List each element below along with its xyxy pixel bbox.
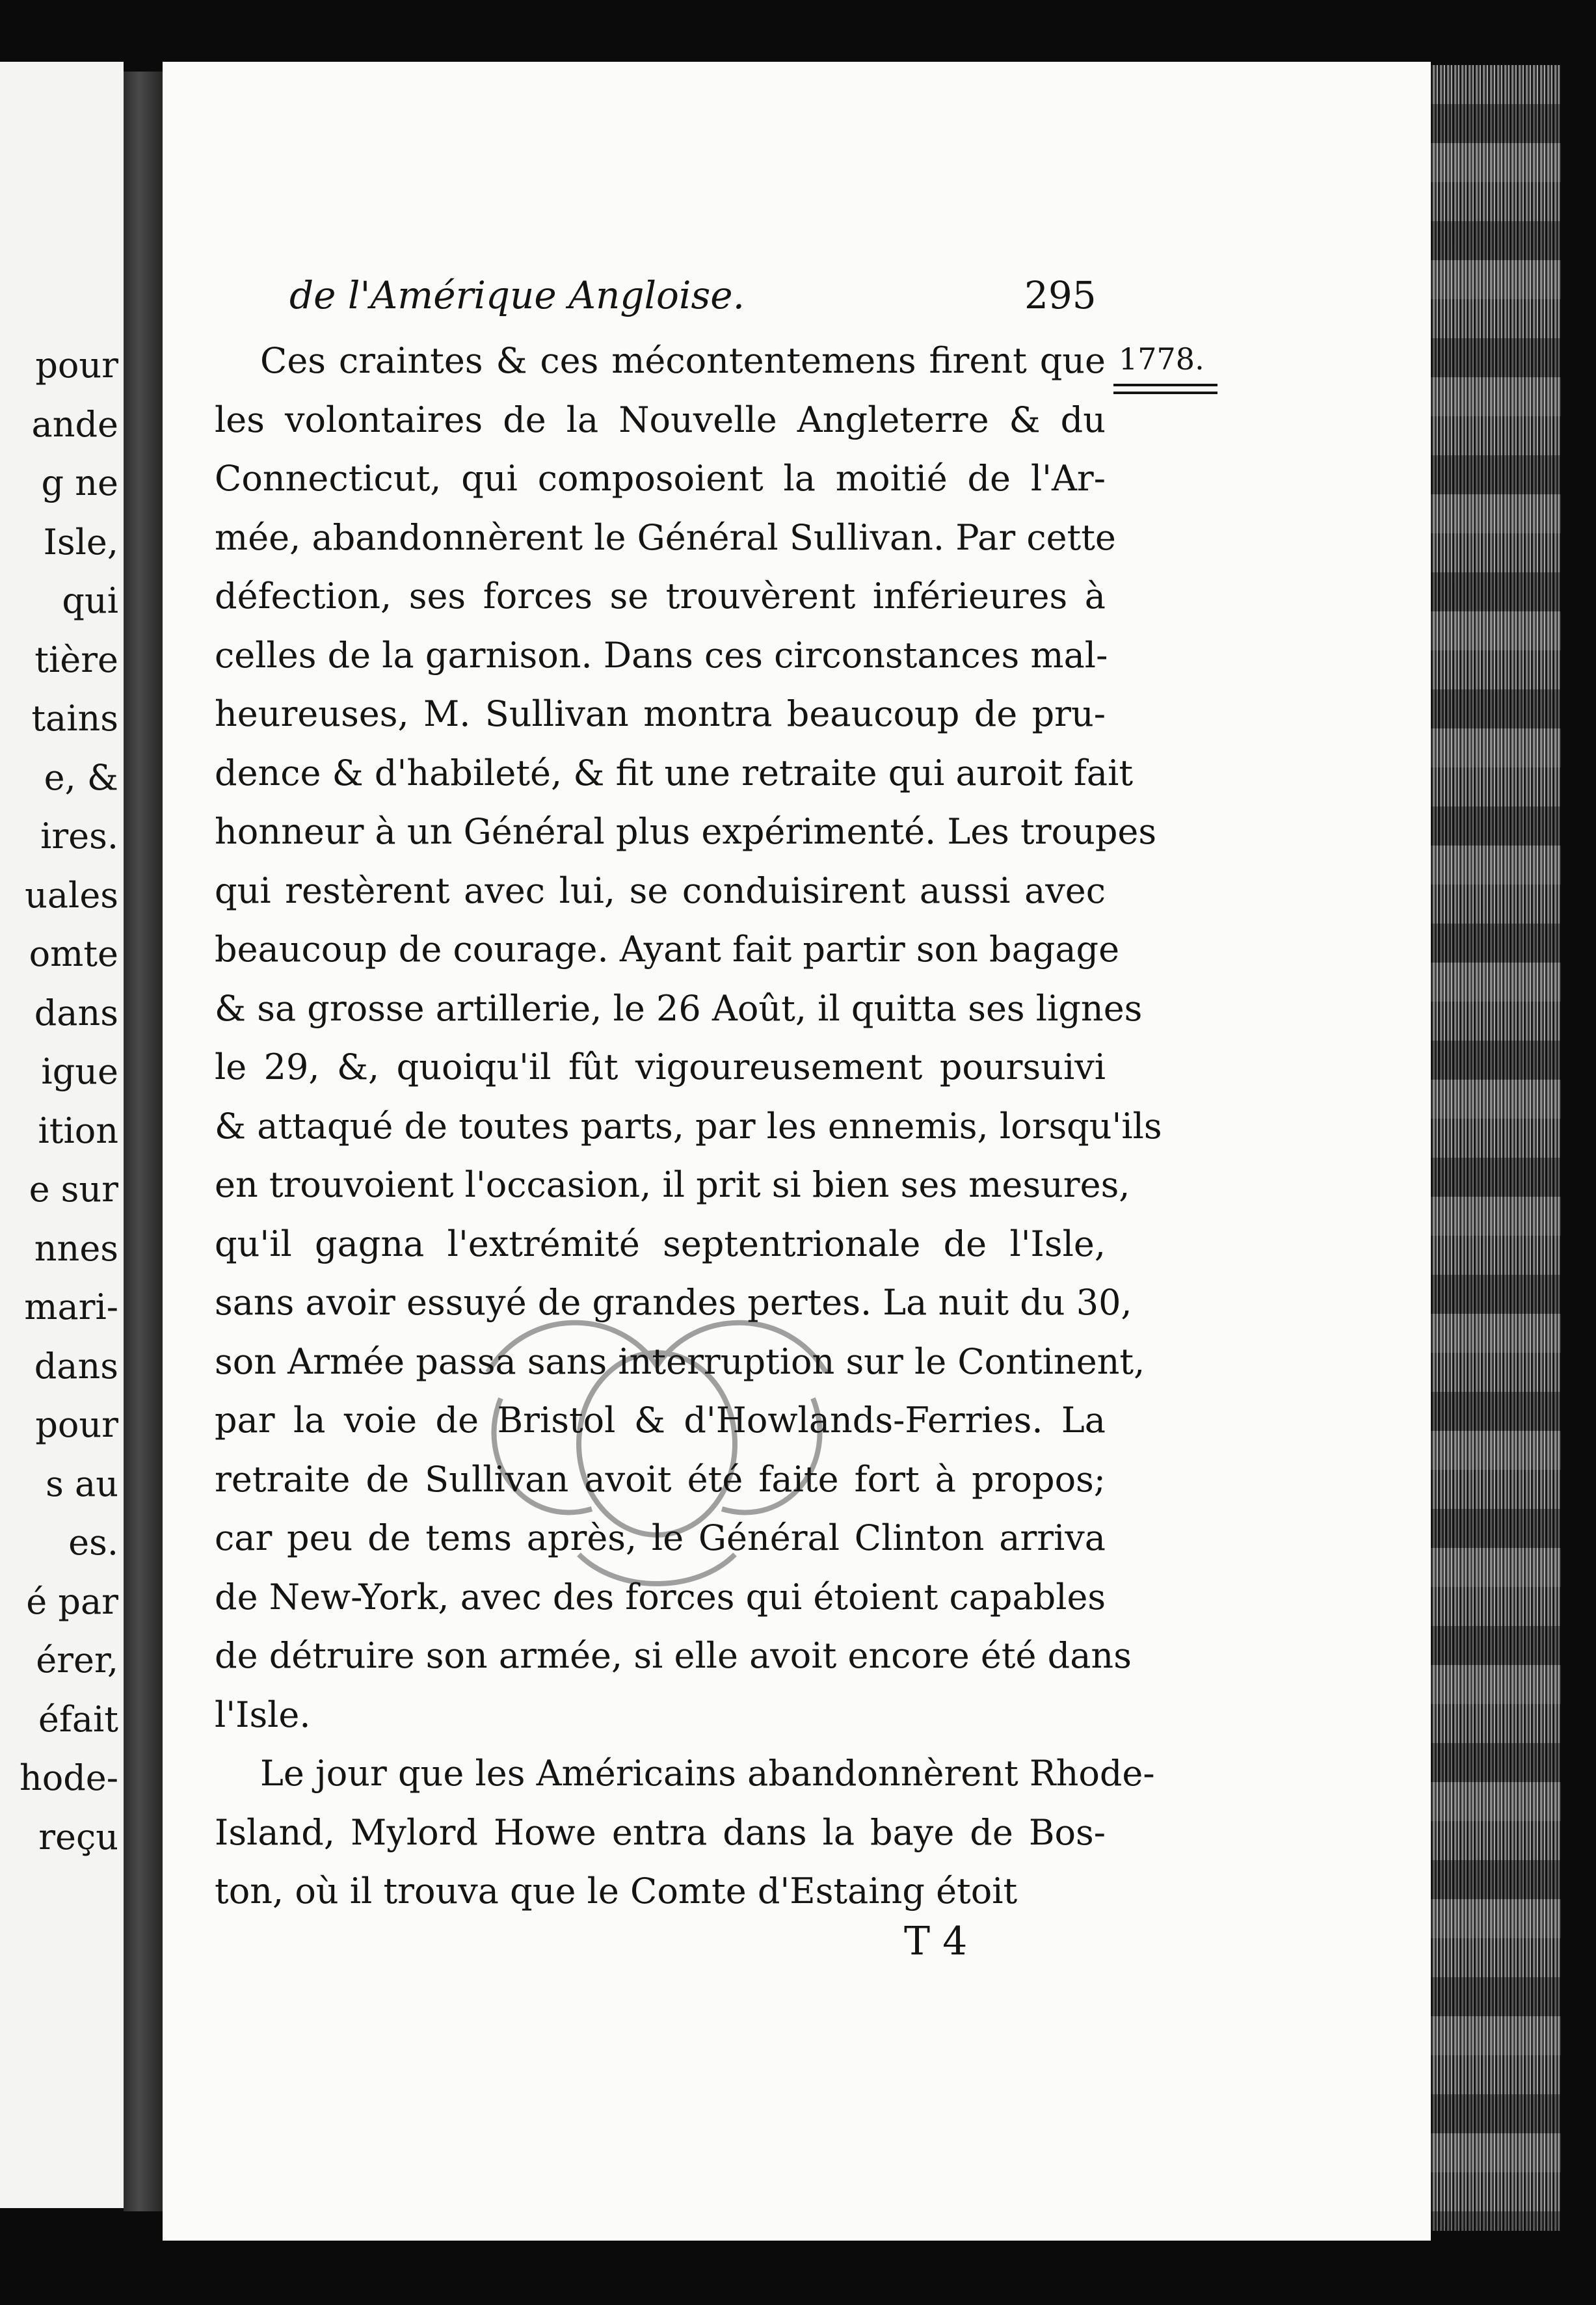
- text-line: son Armée passa sans interruption sur le Continent,: [215, 1340, 1145, 1382]
- text-line: celles de la garnison. Dans ces circonstances mal-: [215, 634, 1108, 676]
- left-page-fragment: ires.: [40, 816, 118, 857]
- left-page-fragment: e sur: [29, 1169, 118, 1210]
- left-page-fragment: dans: [34, 1345, 118, 1387]
- page-number: 295: [1024, 273, 1097, 317]
- left-page-fragment: pour: [35, 1404, 118, 1445]
- text-line: dence & d'habileté, & fit une retraite qui auroit fait: [215, 752, 1134, 793]
- margin-rule-1: [1113, 384, 1217, 386]
- left-page-fragment: tière: [34, 639, 118, 680]
- left-page-fragment: nnes: [34, 1227, 118, 1269]
- left-page-fragment: e, &: [44, 756, 118, 798]
- page-edges-shading: [1431, 65, 1561, 2231]
- running-head: de l'Amérique Angloise.: [289, 273, 745, 317]
- left-page-fragment: igue: [41, 1051, 118, 1092]
- text-line: mée, abandonnèrent le Général Sullivan. Par cette: [215, 516, 1116, 558]
- text-line: de New-York, avec des forces qui étoient capables: [215, 1576, 1106, 1618]
- left-page-fragment: uales: [25, 874, 118, 916]
- left-page-fragment: éfait: [38, 1698, 118, 1740]
- left-page-fragment: reçu: [38, 1816, 118, 1858]
- text-line: en trouvoient l'occasion, il prit si bien ses mesures,: [215, 1164, 1130, 1205]
- left-page-fragment: pour: [35, 345, 118, 386]
- paragraph: [215, 1744, 1155, 1921]
- text-line: qu'il gagna l'extrémité septentrionale de l'Isle,: [215, 1223, 1106, 1264]
- left-page-fragment: ande: [31, 403, 118, 445]
- left-page-fragment: érer,: [36, 1640, 118, 1681]
- left-page-fragment: hode-: [19, 1757, 118, 1798]
- left-page-fragment: Isle,: [43, 521, 118, 563]
- left-page-fragment: ition: [38, 1110, 118, 1151]
- text-line: qui restèrent avec lui, se conduisirent aussi avec: [215, 870, 1106, 911]
- left-page-fragment: es.: [68, 1522, 118, 1563]
- book-gutter: [124, 72, 163, 2211]
- margin-rule-2: [1113, 392, 1217, 394]
- left-page-fragment: g ne: [41, 462, 118, 503]
- left-page-fragment: mari-: [24, 1286, 118, 1327]
- left-page-fragment: dans: [34, 992, 118, 1033]
- left-page-fragment: qui: [62, 580, 118, 621]
- left-page-fragment: s au: [46, 1463, 118, 1504]
- catchword-signature: T 4: [904, 1919, 968, 1964]
- text-line: défection, ses forces se trouvèrent inférieures à: [215, 576, 1106, 617]
- text-line: honneur à un Général plus expérimenté. Les troupes: [215, 811, 1157, 852]
- text-line: Island, Mylord Howe entra dans la baye de Bos-: [215, 1811, 1106, 1853]
- text-line: Le jour que les Américains abandonnèrent Rhode-: [260, 1753, 1155, 1794]
- left-facing-page: [0, 62, 124, 2208]
- text-line: car peu de tems après, le Général Clinton arriva: [215, 1517, 1106, 1558]
- margin-year-note: 1778.: [1119, 341, 1204, 377]
- text-line: & attaqué de toutes parts, par les ennemis, lorsqu'ils: [215, 1105, 1162, 1147]
- text-line: beaucoup de courage. Ayant fait partir son bagage: [215, 929, 1120, 970]
- text-line: heureuses, M. Sullivan montra beaucoup de pru-: [215, 693, 1106, 734]
- text-line: retraite de Sullivan avoit été faite fort à propos;: [215, 1458, 1106, 1500]
- text-line: sans avoir essuyé de grandes pertes. La nuit du 30,: [215, 1282, 1132, 1323]
- left-page-fragment: tains: [31, 698, 118, 739]
- left-page-fragment: é par: [26, 1580, 118, 1622]
- text-line: de détruire son armée, si elle avoit encore été dans: [215, 1635, 1132, 1676]
- text-line: Ces craintes & ces mécontentemens firent que: [260, 340, 1106, 381]
- text-line: les volontaires de la Nouvelle Angleterre & du: [215, 399, 1106, 440]
- text-line: Connecticut, qui composoient la moitié de l'Ar-: [215, 458, 1106, 499]
- text-line: & sa grosse artillerie, le 26 Août, il quitta ses lignes: [215, 987, 1143, 1029]
- left-page-fragment: omte: [29, 933, 118, 974]
- page-edges: [1431, 65, 1561, 2231]
- text-line: ton, où il trouva que le Comte d'Estaing étoit: [215, 1871, 1018, 1912]
- text-line: le 29, &, quoiqu'il fût vigoureusement poursuivi: [215, 1046, 1106, 1087]
- text-line: par la voie de Bristol & d'Howlands-Ferries. La: [215, 1400, 1106, 1441]
- text-line: l'Isle.: [215, 1694, 311, 1735]
